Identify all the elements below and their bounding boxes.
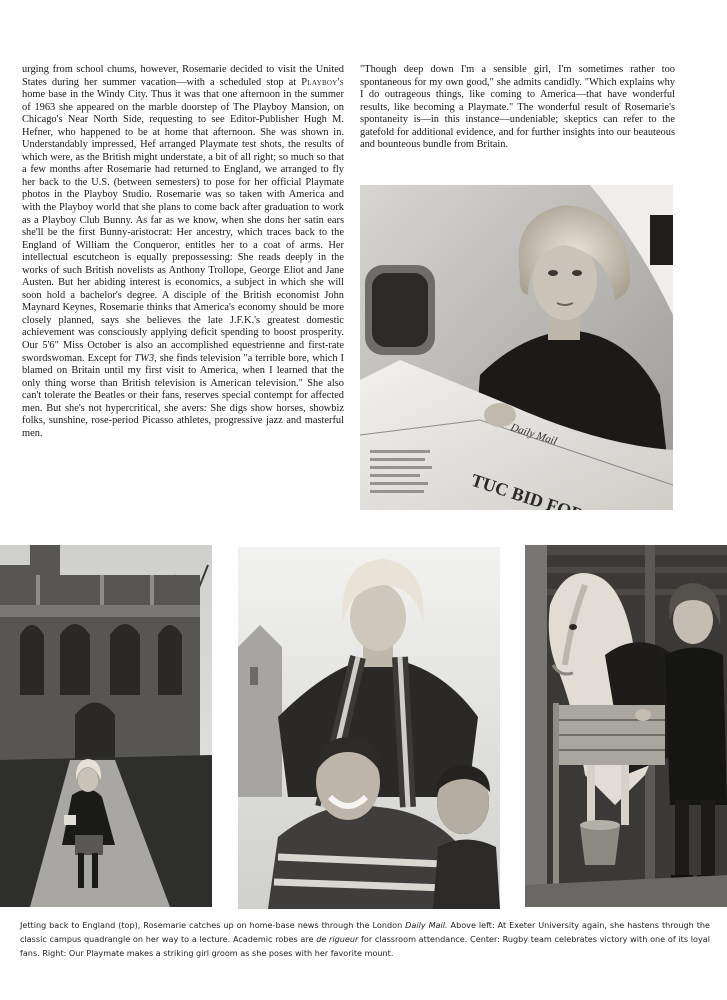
photo-rugby-celebration — [238, 547, 500, 909]
show-title: TW3 — [134, 352, 155, 364]
photo-caption — [20, 918, 710, 960]
article-text-part3: , she finds television "a terrible bore, which I blamed on Britain until my first visit to America, when I learned that the only thing worse than British television is American television." She also can't tolerate the Beatles or their fans, reserves special contempt for affected men. But she's not hypercritical, she avers: She digs show horses, showbiz folks, sunshine, rose-period Picasso athletes, progressive jazz and masterful men. — [22, 352, 344, 439]
photo-plane-newspaper — [360, 185, 673, 510]
caption-daily-mail: Daily Mail. — [405, 920, 448, 930]
publication-name: Playboy's — [301, 76, 344, 88]
caption-part1: Jetting back to England (top), Rosemarie catches up on home-base news through the London — [20, 920, 406, 930]
caption-part3: for classroom attendance. Center: Rugby team celebrates victory with one of its loyal fans. Right: Our Playmate makes a striking girl groom as she poses with her favorite mount. — [20, 934, 710, 958]
photo-campus-illustration — [0, 545, 212, 907]
article-text-part1: urging from school chums, however, Rosemarie decided to visit the United States during her summer vacation—with a scheduled stop at — [22, 64, 344, 88]
article-text-part2: home base in the Windy City. Thus it was that one afternoon in the summer of 1963 she appeared on the marble doorstep of The Playboy Mansion, on Chicago's Near North Side, requesting to see Editor-Publisher Hugh M. Hefner, who happened to be at home that afternoon. She was shown in. Understandably impressed, Hef arranged Playmate test shots, the results of which were, as the British might understate, a bit of all right; so much so that a few months after Rosemarie had returned to England, we arranged to fly her back to the U.S. (between semesters) to pose for her official Playmate photos in the Playboy Studio. Rosemarie was so taken with America and with the Playboy world that she plans to come back after graduation to work as a Playboy Club Bunny. As far as we know, when she dons her satin ears she'll be the first Bunny-aristocrat: Her ancestry, which traces back to the England of William the Conqueror, entitles her to a coat of arms. Her intellectual escutcheon is equally prepossessing: She reads deeply in the works of such British novelists as Anthony Trollope, George Eliot and Jane Austen. But her abiding interest is economics, a subject in which she will soon hold a bachelor's degree. A disciple of the British economist John Maynard Keynes, Rosemarie thinks that America's economy should be more closely planned, says she believes the late J.F.K.'s greatest domestic achievement was consciously applying deficit spending to boost prosperity. Our 5'6" Miss October is also an accomplished equestrienne and first-rate swordswoman. Except for — [22, 89, 344, 364]
caption-part2: Above left: At Exeter University again, she hastens through the classic campus quadrangle on her way to a lecture. Academic robes are — [20, 920, 710, 944]
photo-horse-stable — [525, 545, 727, 907]
photo-campus-quadrangle — [0, 545, 212, 907]
photo-plane-illustration — [360, 185, 673, 510]
article-left-column — [22, 64, 344, 440]
newspaper-masthead: Daily Mail — [509, 421, 559, 448]
photo-rugby-illustration — [238, 547, 500, 909]
photo-horse-illustration — [525, 545, 727, 907]
caption-de-rigueur: de rigueur — [316, 934, 359, 944]
article-right-column: "Though deep down I'm a sensible girl, I'm sometimes rather too spontaneous for my own good," she admits candidly. "Which explains why I do outrageous things, like coming to America—that have wonderful results, like becoming a Playmate." The wonderful result of Rosemarie's spontaneity is—in this instance—undeniable; skeptics can refer to the gatefold for additional evidence, and for further insights into our beauteous and bounteous bundle from Britain. — [360, 64, 675, 151]
